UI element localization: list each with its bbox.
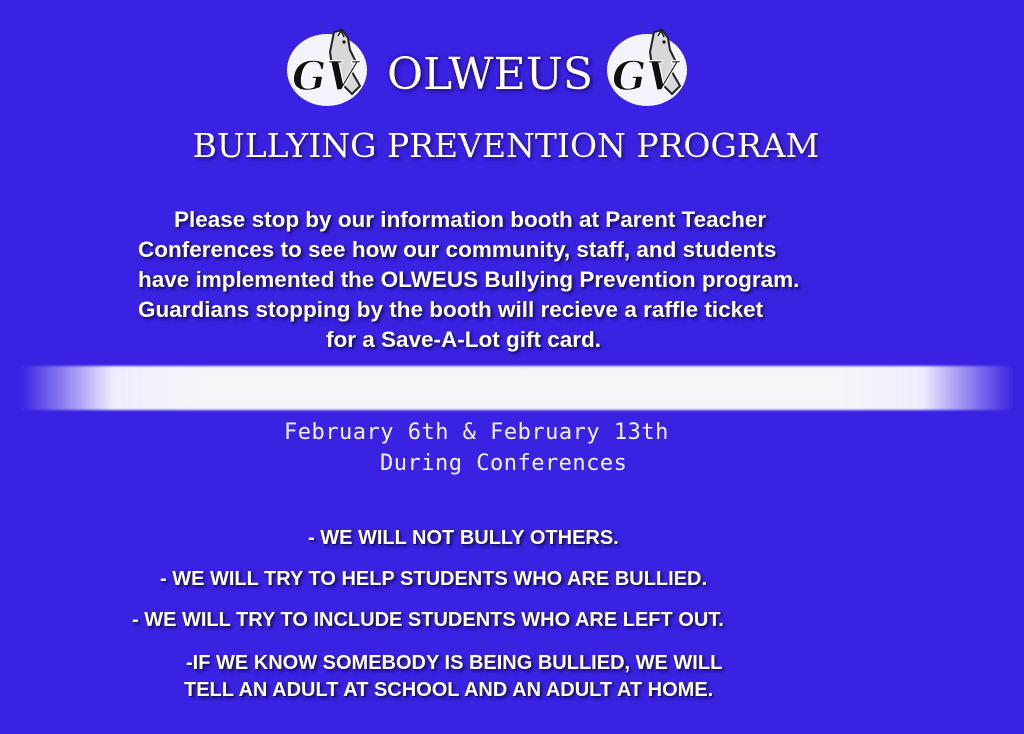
info-line: Conferences to see how our community, staff, and students — [138, 237, 777, 262]
svg-text:GV: GV — [292, 53, 358, 100]
rule-item: TELL AN ADULT AT SCHOOL AND AN ADULT AT HOME. — [184, 679, 714, 701]
rule-item: - WE WILL TRY TO HELP STUDENTS WHO ARE BULLIED. — [160, 568, 708, 590]
page-title: OLWEUS — [386, 49, 594, 100]
info-line: have implemented the OLWEUS Bullying Prevention program. — [138, 267, 800, 292]
info-line: Please stop by our information booth at Parent Teacher — [174, 207, 767, 232]
header — [0, 28, 1024, 108]
gv-mustang-logo — [606, 28, 688, 108]
gv-mustang-logo — [286, 28, 368, 108]
rule-item: -IF WE KNOW SOMEBODY IS BEING BULLIED, WE WILL — [186, 652, 723, 674]
svg-text:GV: GV — [612, 53, 678, 100]
divider-band — [0, 366, 1024, 410]
dates-line: February 6th & February 13th — [284, 420, 669, 445]
rule-item: - WE WILL TRY TO INCLUDE STUDENTS WHO ARE LEFT OUT. — [132, 609, 724, 631]
dates-subline: During Conferences — [380, 451, 628, 476]
rule-item: - WE WILL NOT BULLY OTHERS. — [308, 527, 619, 549]
info-line: for a Save-A-Lot gift card. — [326, 327, 602, 352]
program-subtitle: BULLYING PREVENTION PROGRAM — [192, 126, 820, 165]
info-line: Guardians stopping by the booth will recieve a raffle ticket — [138, 297, 764, 322]
